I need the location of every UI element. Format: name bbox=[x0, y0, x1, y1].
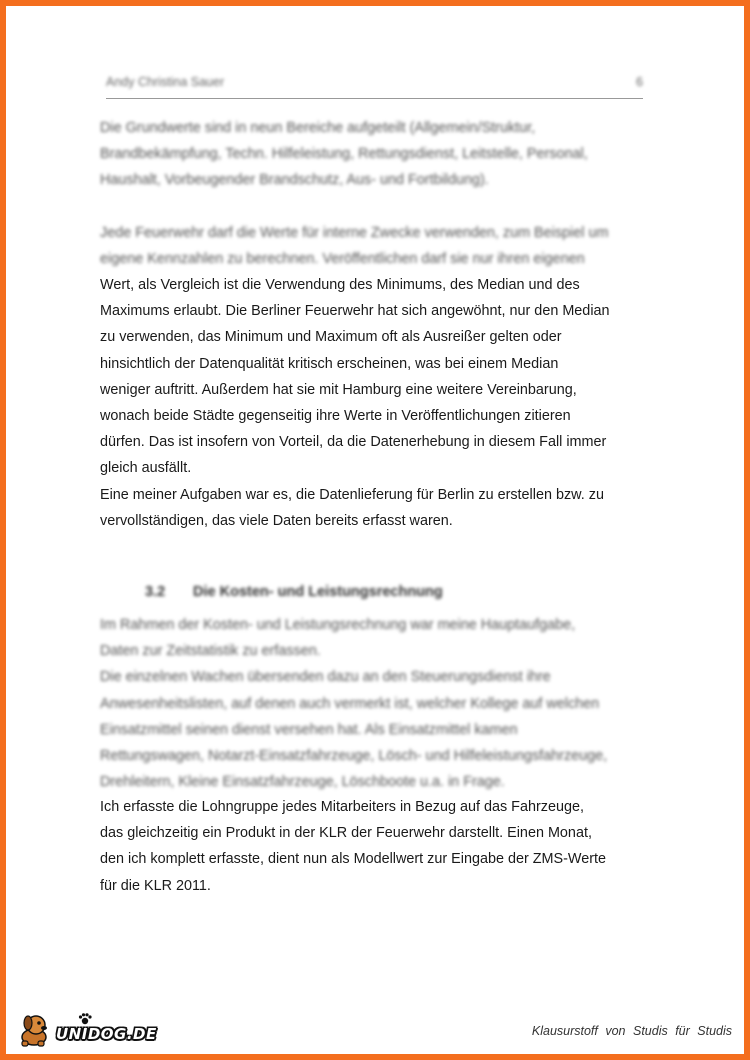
text-line: Die einzelnen Wachen übersenden dazu an den Steuerungsdienst ihre bbox=[100, 669, 551, 686]
paragraph-2-blurred bbox=[100, 220, 640, 272]
text-line: dürfen. Das ist insofern von Vorteil, da die Datenerhebung in diesem Fall immer bbox=[100, 434, 607, 451]
dog-mascot-icon bbox=[14, 1011, 58, 1049]
header-author: Andy Christina Sauer bbox=[106, 75, 225, 89]
section-title: Die Kosten- und Leistungsrechnung bbox=[193, 584, 443, 600]
text-line: Daten zur Zeitstatistik zu erfassen. bbox=[100, 643, 321, 660]
text-line: Ich erfasste die Lohngruppe jedes Mitarbeiters in Bezug auf das Fahrzeuge, bbox=[100, 799, 584, 815]
text-line: wonach beide Städte gegenseitig ihre Werte in Veröffentlichungen zitieren bbox=[100, 408, 571, 425]
text-line: Haushalt, Vorbeugender Brandschutz, Aus- und Fortbildung). bbox=[100, 172, 489, 189]
paragraph-2 bbox=[100, 272, 640, 534]
text-line: Jede Feuerwehr darf die Werte für interne Zwecke verwenden, zum Beispiel um bbox=[100, 225, 609, 241]
text-line: Eine meiner Aufgaben war es, die Datenlieferung für Berlin zu erstellen bzw. zu bbox=[100, 486, 604, 503]
section-number: 3.2 bbox=[145, 584, 166, 600]
text-line: Anwesenheitslisten, auf denen auch vermerkt ist, welcher Kollege auf welchen bbox=[100, 695, 600, 712]
paragraph-3 bbox=[100, 794, 640, 899]
text-line: zu verwenden, das Minimum und Maximum oft als Ausreißer gelten oder bbox=[100, 329, 562, 346]
text-line: Brandbekämpfung, Techn. Hilfeleistung, Rettungsdienst, Leitstelle, Personal, bbox=[100, 146, 588, 163]
text-line: Einsatzmittel seinen dienst versehen hat. Als Einsatzmittel kamen bbox=[100, 721, 518, 738]
text-line: weniger auftritt. Außerdem hat sie mit Hamburg eine weitere Vereinbarung, bbox=[100, 381, 577, 398]
text-line: eigene Kennzahlen zu berechnen. Veröffentlichen darf sie nur ihren eigenen bbox=[100, 251, 585, 268]
text-line: den ich komplett erfasste, dient nun als Modellwert zur Eingabe der ZMS-Werte bbox=[100, 851, 607, 868]
logo-text: UNIDOG.DE bbox=[56, 1025, 157, 1043]
paragraph-1 bbox=[100, 115, 640, 194]
text-line: hinsichtlich der Datenqualität kritisch erscheinen, was bei einem Median bbox=[100, 355, 559, 372]
header-page-number: 6 bbox=[636, 75, 643, 89]
text-line: Im Rahmen der Kosten- und Leistungsrechnung war meine Hauptaufgabe, bbox=[100, 617, 576, 633]
paragraph-3-blurred bbox=[100, 612, 640, 795]
text-line: das gleichzeitig ein Produkt in der KLR der Feuerwehr darstellt. Einen Monat, bbox=[100, 825, 592, 842]
text-line: Maximums erlaubt. Die Berliner Feuerwehr hat sich angewöhnt, nur den Median bbox=[100, 303, 610, 320]
text-line: für die KLR 2011. bbox=[100, 877, 211, 894]
paw-icon bbox=[78, 1013, 92, 1025]
text-line: Wert, als Vergleich ist die Verwendung des Minimums, des Median und des bbox=[100, 277, 580, 293]
footer-tagline: Klausurstoff von Studis für Studis bbox=[531, 1024, 732, 1038]
text-line: Die Grundwerte sind in neun Bereiche aufgeteilt (Allgemein/Struktur, bbox=[100, 120, 536, 136]
page-header bbox=[106, 72, 643, 99]
text-line: gleich ausfällt. bbox=[100, 460, 192, 477]
text-line: vervollständigen, das viele Daten bereits erfasst waren. bbox=[100, 512, 453, 529]
text-line: Rettungswagen, Notarzt-Einsatzfahrzeuge, Lösch- und Hilfeleistungsfahrzeuge, bbox=[100, 748, 608, 765]
section-heading bbox=[145, 584, 625, 600]
text-line: Drehleitern, Kleine Einsatzfahrzeuge, Löschboote u.a. in Frage. bbox=[100, 774, 505, 791]
unidog-logo[interactable] bbox=[14, 1011, 164, 1049]
